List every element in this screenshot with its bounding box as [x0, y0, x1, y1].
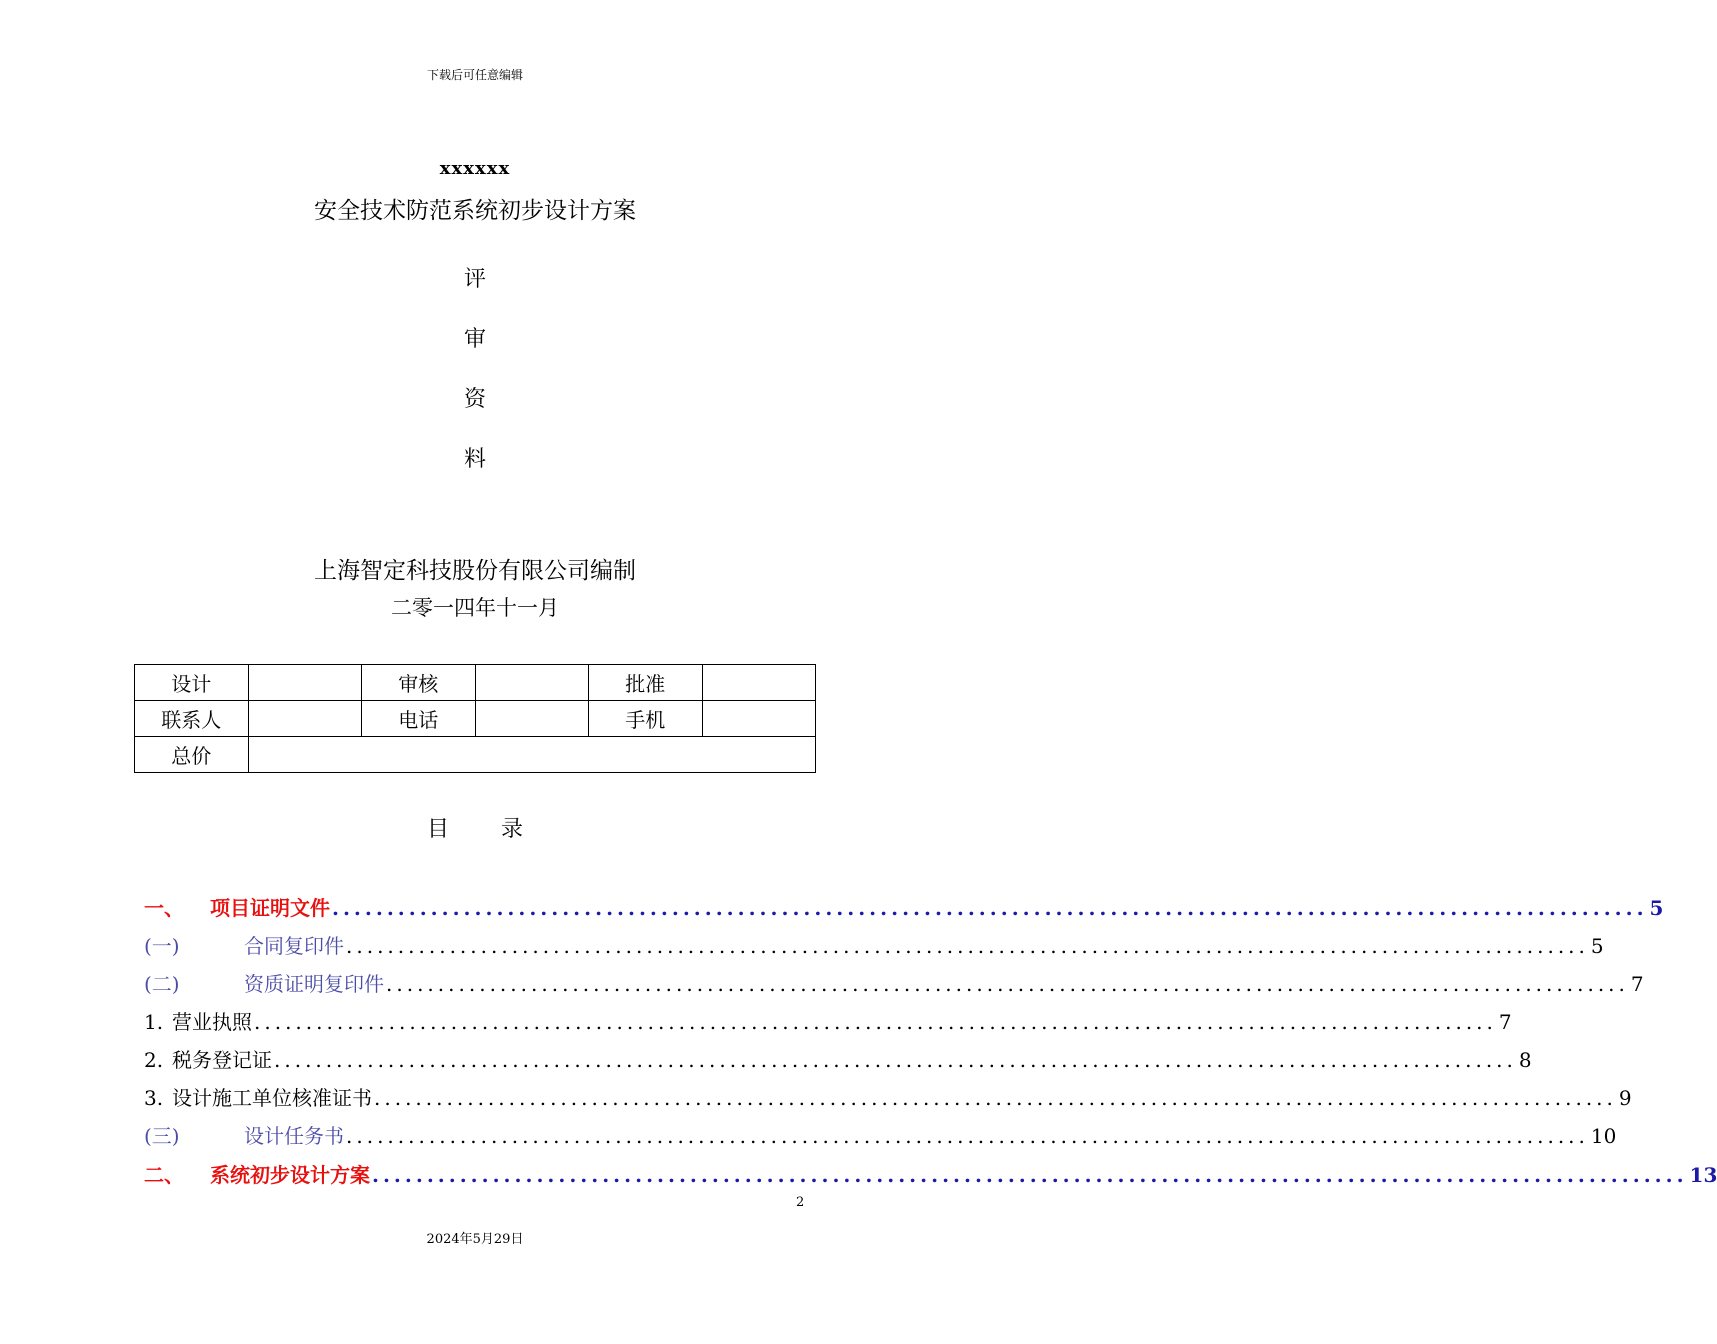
toc-entry[interactable]: (二) 资质证明复印件 ........................................................................................................................ 7 [144, 968, 806, 1000]
toc-entry-page: 10 [1590, 1124, 1617, 1148]
toc-entry-number: 1. [144, 1010, 164, 1034]
toc-title-char-2: 录 [501, 817, 524, 842]
toc-entry-number: 二、 [144, 1163, 184, 1187]
toc-entry-number: (一) [144, 934, 180, 958]
toc-entry-text: 税务登记证 [172, 1048, 272, 1072]
toc-entry-page: 7 [1630, 972, 1644, 996]
label-design: 设计 [135, 665, 249, 701]
label-contact: 联系人 [135, 701, 249, 737]
document-title: 安全技术防范系统初步设计方案 [314, 198, 636, 224]
toc-entry-page: 13 [1689, 1163, 1717, 1187]
document-code: xxxxxx [439, 158, 511, 179]
label-phone: 电话 [362, 701, 476, 737]
toc-entry-page: 5 [1649, 896, 1664, 920]
header-note: 下载后可任意编辑 [426, 68, 523, 82]
toc-title-char-1: 目 [426, 817, 449, 842]
company-name: 上海智定科技股份有限公司编制 [314, 558, 636, 584]
value-contact [248, 701, 362, 737]
toc-entry-text: 系统初步设计方案 [210, 1163, 370, 1187]
toc-entry[interactable]: 1. 营业执照 ........................................................................................................................ 7 [144, 1006, 806, 1038]
toc-entry-text: 资质证明复印件 [244, 972, 384, 996]
toc-entry[interactable]: (一) 合同复印件 ........................................................................................................................ 5 [144, 930, 806, 962]
footer-date: 2024年5月29日 [426, 1232, 524, 1247]
table-row [135, 665, 816, 701]
value-approve [702, 665, 816, 701]
value-mobile [702, 701, 816, 737]
toc-entry-text: 设计施工单位核准证书 [172, 1086, 372, 1110]
toc-entry-page: 8 [1518, 1048, 1532, 1072]
toc-entry-text: 项目证明文件 [210, 896, 330, 920]
toc-entry-number: 2. [144, 1048, 164, 1072]
toc-entry-page: 7 [1498, 1010, 1512, 1034]
toc-entry-number: (三) [144, 1124, 180, 1148]
vertical-title-char-4: 料 [463, 447, 486, 472]
toc-entry[interactable]: 2. 税务登记证 ........................................................................................................................ 8 [144, 1044, 806, 1076]
value-review [475, 665, 589, 701]
label-total-price: 总价 [135, 737, 249, 773]
vertical-title-char-3: 资 [463, 387, 486, 412]
toc-title [0, 812, 950, 843]
table-row [135, 701, 816, 737]
page-number: 2 [796, 1195, 805, 1210]
label-approve: 批准 [589, 665, 703, 701]
toc-entry-text: 合同复印件 [244, 934, 344, 958]
label-mobile: 手机 [589, 701, 703, 737]
vertical-title-char-2: 审 [463, 327, 486, 352]
approval-table [134, 664, 816, 773]
toc-entry-number: 一、 [144, 896, 184, 920]
compile-date: 二零一四年十一月 [391, 596, 559, 620]
label-review: 审核 [362, 665, 476, 701]
toc-entry-page: 5 [1590, 934, 1604, 958]
toc-entry[interactable]: (三) 设计任务书 ........................................................................................................................ 10 [144, 1120, 806, 1152]
toc-entry-number: (二) [144, 972, 180, 996]
table-row [135, 737, 816, 773]
toc-entry[interactable]: 二、 系统初步设计方案 ........................................................................................................................ 13 [144, 1159, 806, 1191]
value-design [248, 665, 362, 701]
toc-entry-page: 9 [1618, 1086, 1632, 1110]
toc-entry[interactable]: 3. 设计施工单位核准证书 ........................................................................................................................ 9 [144, 1082, 806, 1114]
toc-entry-number: 3. [144, 1086, 164, 1110]
value-total-price [248, 737, 816, 773]
toc-entry-text: 设计任务书 [244, 1124, 344, 1148]
toc-entry[interactable]: 一、 项目证明文件 ........................................................................................................................ 5 [144, 892, 806, 924]
toc-entry-text: 营业执照 [172, 1010, 252, 1034]
vertical-title-char-1: 评 [463, 267, 486, 292]
value-phone [475, 701, 589, 737]
